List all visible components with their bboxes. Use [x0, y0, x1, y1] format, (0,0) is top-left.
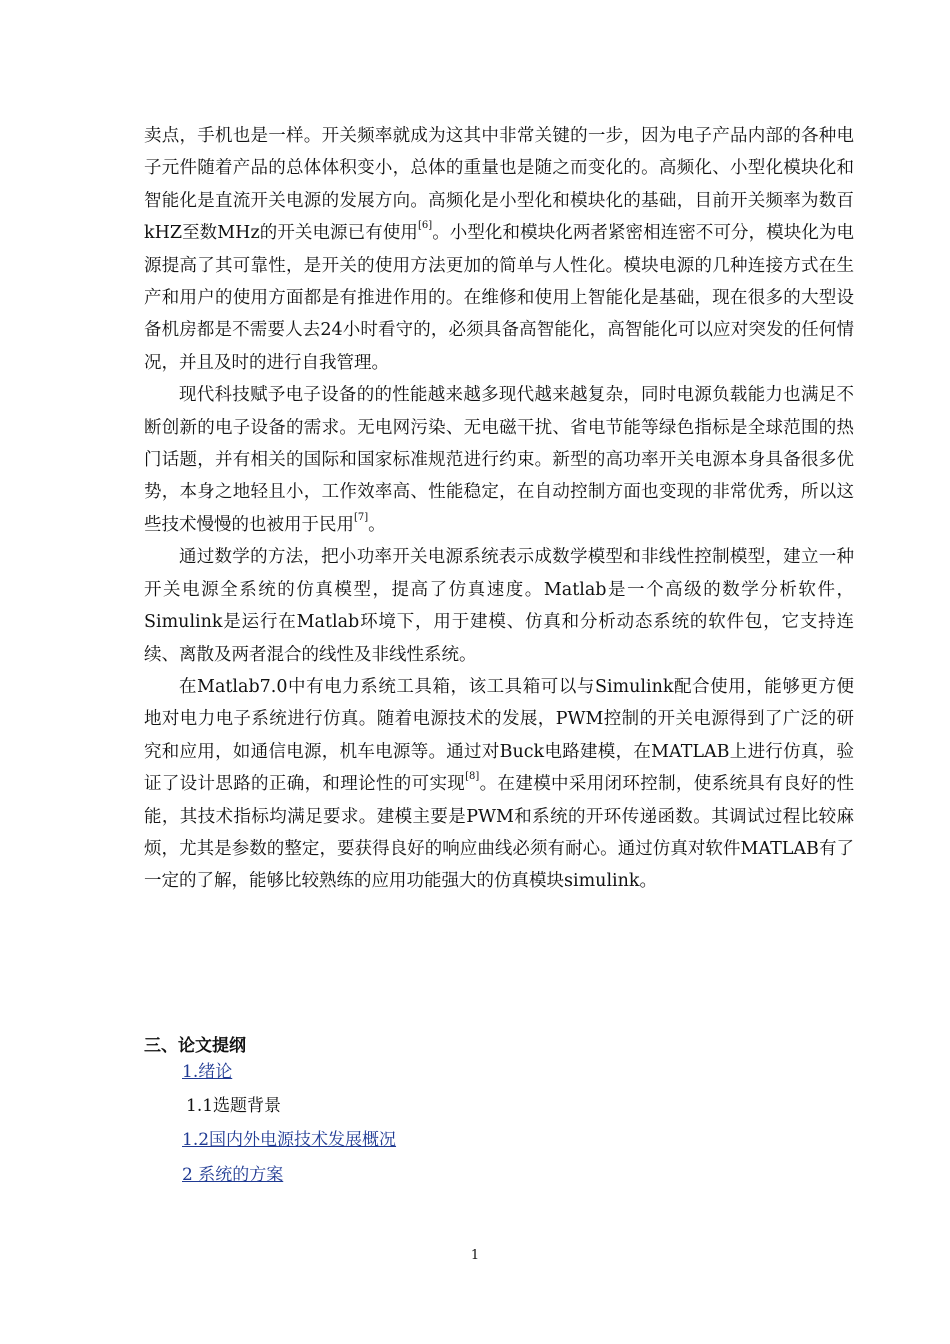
body-text [144, 120, 854, 898]
citation: [7] [354, 511, 369, 523]
outline-item-background [186, 1094, 281, 1118]
citation: [6] [417, 220, 433, 232]
outline-item-introduction[interactable] [182, 1060, 232, 1084]
citation: [8] [465, 771, 480, 783]
outline-item-system-plan[interactable] [182, 1163, 283, 1187]
paragraph-text: 卖点，手机也是一样。开关频率就成为这其中非常关键的一步，因为电子产品内部的各种电子元件随着产品的总体体积变小，总体的重量也是随之而变化的。高频化、小型化模块化和智能化是直流开关电源的发展方向。高频化是小型化和模块化的基础，目前开关频率为数百kHZ至数MHz的开关电源已有使用 [144, 126, 854, 244]
paragraph-text-tail: 。在建模中采用闭环控制，使系统具有良好的性能，其技术指标均满足要求。建模主要是PWM和系统的开环传递函数。其调试过程比较麻烦，尤其是参数的整定，要获得良好的响应曲线必须有耐心。通过仿真对软件MATLAB有了一定的了解，能够比较熟练的应用功能强大的仿真模块simulink。 [144, 774, 855, 892]
paragraph-text: 通过数学的方法，把小功率开关电源系统表示成数学模型和非线性控制模型，建立一种开关电源全系统的仿真模型，提高了仿真速度。Matlab是一个高级的数学分析软件，Simulink是运行在Matlab环境下，用于建模、仿真和分析动态系统的软件包，它支持连续、离散及两者混合的线性及非线性系统。 [144, 547, 854, 665]
section-heading: 三、论文提纲 [144, 1036, 246, 1056]
page-number: 1 [470, 1248, 480, 1263]
paragraph-2 [144, 379, 854, 541]
paragraph-4 [144, 671, 854, 898]
paragraph-text: 现代科技赋予电子设备的的性能越来越多现代越来越复杂，同时电源负载能力也满足不断创新的电子设备的需求。无电网污染、无电磁干扰、省电节能等绿色指标是全球范围的热门话题，并有相关的国际和国家标准规范进行约束。新型的高功率开关电源本身具备很多优势，本身之地轻且小，工作效率高、性能稳定，在自动控制方面也变现的非常优秀，所以这些技术慢慢的也被用于民用 [144, 385, 854, 535]
outline-item-overview[interactable] [182, 1128, 396, 1152]
paragraph-text-tail: 。 [368, 514, 386, 535]
paragraph-text-tail: 。小型化和模块化两者紧密相连密不可分，模块化为电源提高了其可靠性，是开关的使用方法更加的简单与人性化。模块电源的几种连接方式在生产和用户的使用方面都是有推进作用的。在维修和使用上智能化是基础，现在很多的大型设备机房都是不需要人去24小时看守的，必须具备高智能化，高智能化可以应对突发的任何情况，并且及时的进行自我管理。 [144, 223, 854, 373]
outline-text: 1.1选题背景 [186, 1096, 282, 1116]
outline-link[interactable]: 1.绪论 [182, 1062, 233, 1082]
outline-link[interactable]: 2 系统的方案 [182, 1165, 284, 1185]
outline-link[interactable]: 1.2国内外电源技术发展概况 [182, 1130, 397, 1150]
paragraph-1 [144, 120, 854, 379]
paragraph-text: 在Matlab7.0中有电力系统工具箱，该工具箱可以与Simulink配合使用，能够更方便地对电力电子系统进行仿真。随着电源技术的发展，PWM控制的开关电源得到了广泛的研究和应用，如通信电源，机车电源等。通过对Buck电路建模，在MATLAB上进行仿真，验证了设计思路的正确，和理论性的可实现 [144, 676, 854, 795]
paragraph-3 [144, 541, 854, 671]
